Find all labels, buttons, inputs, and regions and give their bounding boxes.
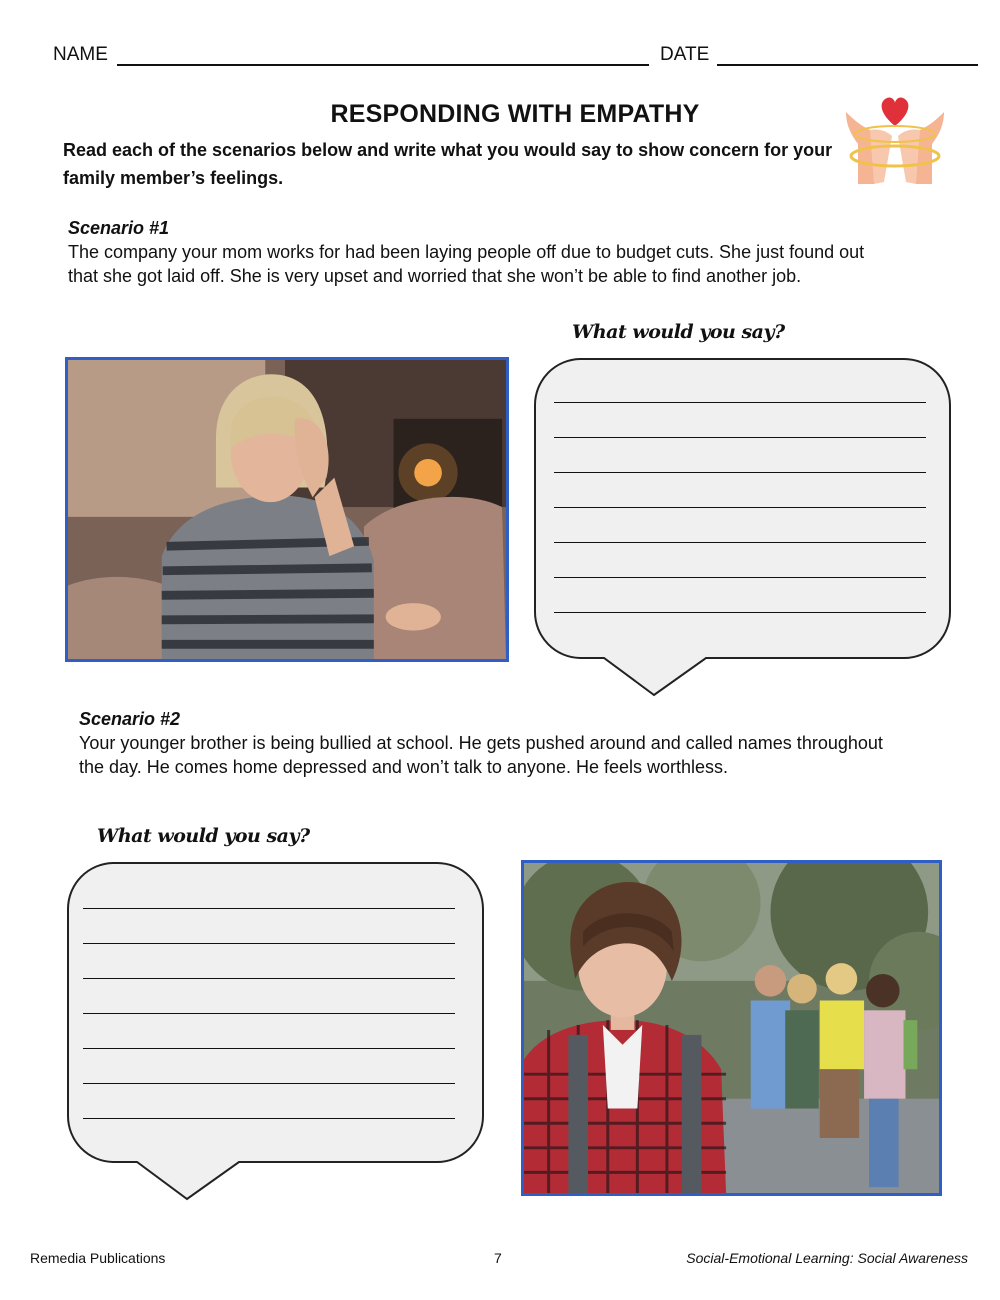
date-label: DATE	[660, 44, 710, 65]
answer-line[interactable]	[83, 1013, 455, 1014]
answer-line[interactable]	[83, 908, 455, 909]
footer-publisher: Remedia Publications	[30, 1250, 166, 1266]
footer-series: Social-Emotional Learning: Social Awareness	[686, 1250, 968, 1266]
worried-mom-photo	[65, 357, 509, 662]
name-field[interactable]	[117, 44, 649, 66]
answer-line[interactable]	[554, 437, 926, 438]
heart-hands-icon	[840, 92, 950, 192]
page-number: 7	[494, 1250, 502, 1266]
page-title: RESPONDING WITH EMPATHY	[330, 100, 700, 128]
answer-line[interactable]	[554, 612, 926, 613]
date-field[interactable]	[717, 44, 978, 66]
answer-line[interactable]	[83, 1083, 455, 1084]
scenario-2-text: Your younger brother is being bullied at school. He gets pushed around and called names throughout the day. He comes home depressed and won’t talk to anyone. He feels worthless.	[79, 733, 883, 777]
answer-line[interactable]	[554, 472, 926, 473]
answer-line[interactable]	[554, 577, 926, 578]
answer-line[interactable]	[83, 943, 455, 944]
scenario-1-text: The company your mom works for had been laying people off due to budget cuts. She just found out that she got laid off. She is very upset and worried that she won’t be able to find another job.	[68, 242, 865, 286]
answer-line[interactable]	[554, 402, 926, 403]
scenario-1-title: Scenario #1	[68, 218, 170, 238]
response-bubble-1[interactable]	[534, 358, 952, 700]
answer-line[interactable]	[554, 542, 926, 543]
answer-line[interactable]	[554, 507, 926, 508]
name-label: NAME	[53, 44, 108, 65]
scenario-1-prompt: What would you say?	[572, 321, 785, 343]
scenario-2-prompt: What would you say?	[97, 825, 310, 847]
answer-line[interactable]	[83, 1048, 455, 1049]
answer-line[interactable]	[83, 978, 455, 979]
instructions: Read each of the scenarios below and write what you would say to show concern for your family member’s feelings.	[63, 140, 833, 188]
scenario-2-title: Scenario #2	[79, 709, 181, 729]
answer-line[interactable]	[83, 1118, 455, 1119]
bullied-brother-photo	[521, 860, 942, 1196]
response-bubble-2[interactable]	[67, 862, 485, 1204]
